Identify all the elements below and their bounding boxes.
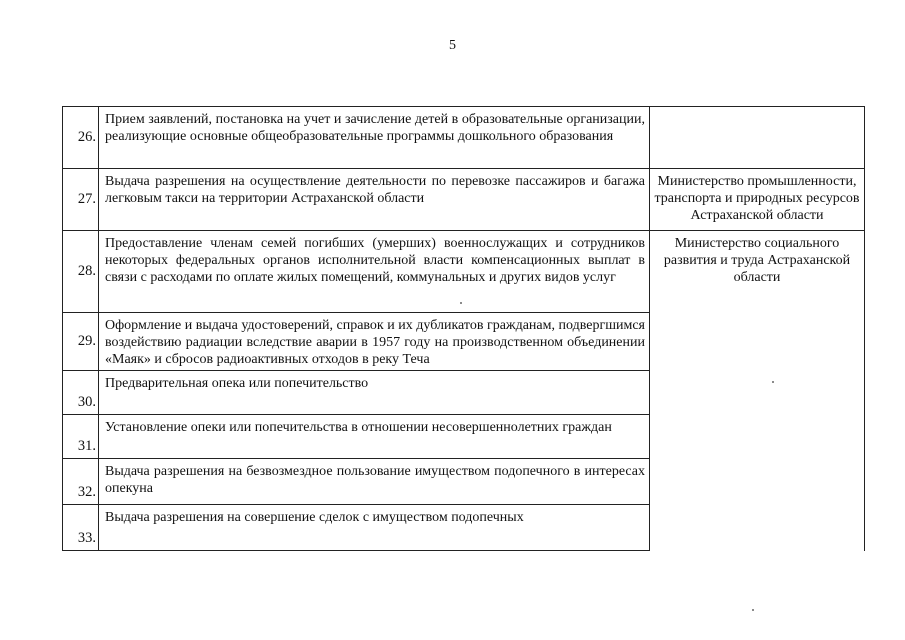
scan-speck	[752, 609, 754, 611]
row-number: 29.	[63, 313, 99, 371]
scan-speck	[460, 302, 462, 304]
row-number: 33.	[63, 505, 99, 551]
organization-transport: Министерство промышленности, транспорта и природных ресурсов Астраханской области	[650, 169, 865, 231]
service-name: Предоставление членам семей погибших (умерших) военнослужащих и сотрудников некоторых федеральных органов исполнительной власти компенсационных выплат в связи с расходами по оплате жилых помещений, коммунальных и других видов услуг	[99, 231, 650, 313]
table-row	[63, 169, 865, 231]
row-number: 32.	[63, 459, 99, 505]
table-row	[63, 107, 865, 169]
table-row	[63, 231, 865, 313]
service-name: Выдача разрешения на осуществление деятельности по перевозке пассажиров и багажа легковым такси на территории Астраханской области	[99, 169, 650, 231]
service-name: Предварительная опека или попечительство	[99, 371, 650, 415]
page-number: 5	[449, 38, 456, 53]
scan-speck	[772, 381, 774, 383]
services-table	[62, 106, 865, 551]
service-name: Прием заявлений, постановка на учет и зачисление детей в образовательные организации, реализующие основные общеобразовательные программы дошкольного образования	[99, 107, 650, 169]
row-number: 30.	[63, 371, 99, 415]
row-number: 31.	[63, 415, 99, 459]
service-name: Установление опеки или попечительства в отношении несовершеннолетних граждан	[99, 415, 650, 459]
row-number: 27.	[63, 169, 99, 231]
row-number: 28.	[63, 231, 99, 313]
organization-social: Министерство социального развития и труда Астраханской области	[650, 231, 865, 551]
service-name: Оформление и выдача удостоверений, справок и их дубликатов гражданам, подвергшимся воздействию радиации вследствие аварии в 1957 году на производственном объединении «Маяк» и сбросов радиоактивных отходов в реку Теча	[99, 313, 650, 371]
service-name: Выдача разрешения на безвозмездное пользование имуществом подопечного в интересах опекуна	[99, 459, 650, 505]
organization-empty	[650, 107, 865, 169]
row-number: 26.	[63, 107, 99, 169]
service-name: Выдача разрешения на совершение сделок с имуществом подопечных	[99, 505, 650, 551]
